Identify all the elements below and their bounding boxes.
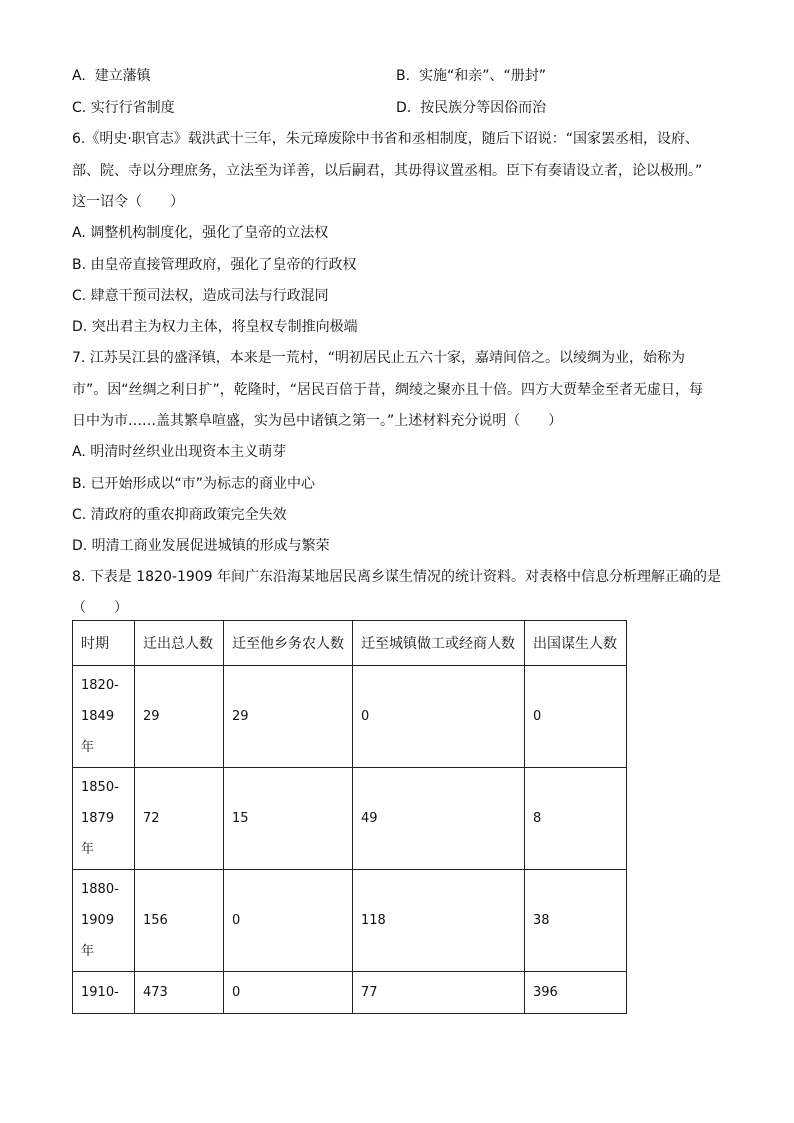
town-work-cell: 49 — [353, 768, 525, 870]
header-farming: 迁至他乡务农人数 — [224, 621, 353, 666]
q5-option-d: D. 按民族分等因俗而治 — [396, 100, 547, 116]
q5-options-row-2 — [72, 98, 722, 118]
period-cell: 1820- 1849 年 — [73, 666, 135, 768]
total-cell: 156 — [135, 870, 224, 972]
total-cell: 29 — [135, 666, 224, 768]
farming-cell: 0 — [224, 972, 353, 1014]
header-abroad: 出国谋生人数 — [525, 621, 627, 666]
q5-option-b: B. 实施“和亲”、“册封” — [396, 68, 546, 84]
period-cell: 1850- 1879 年 — [73, 768, 135, 870]
town-work-cell: 77 — [353, 972, 525, 1014]
q6-stem-line-3: 这一诏令（ ） — [72, 194, 184, 210]
table-row — [73, 972, 627, 1014]
q7-option-c: C. 清政府的重农抑商政策完全失效 — [72, 507, 287, 523]
header-period: 时期 — [73, 621, 135, 666]
header-total: 迁出总人数 — [135, 621, 224, 666]
q6-option-b: B. 由皇帝直接管理政府，强化了皇帝的行政权 — [72, 257, 357, 273]
abroad-cell: 38 — [525, 870, 627, 972]
abroad-cell: 8 — [525, 768, 627, 870]
town-work-cell: 0 — [353, 666, 525, 768]
farming-cell: 15 — [224, 768, 353, 870]
town-work-cell: 118 — [353, 870, 525, 972]
q5-option-c: C. 实行行省制度 — [72, 100, 175, 116]
q6-stem-line-2: 部、院、寺以分理庶务，立法至为详善，以后嗣君，其毋得议置丞相。臣下有奏请设立者，论以极刑。” — [72, 163, 703, 179]
abroad-cell: 396 — [525, 972, 627, 1014]
q8-stem-line-2: （ ） — [72, 600, 128, 616]
header-town-work: 迁至城镇做工或经商人数 — [353, 621, 525, 666]
abroad-cell: 0 — [525, 666, 627, 768]
q7-option-a: A. 明清时丝织业出现资本主义萌芽 — [72, 444, 287, 460]
q6-option-c: C. 肆意干预司法权，造成司法与行政混同 — [72, 288, 329, 304]
period-cell: 1910- — [73, 972, 135, 1014]
q7-stem-line-2: 市”。因“丝绸之利日扩”，乾隆时，“居民百倍于昔，绸绫之聚亦且十倍。四方大贾辇金至者无虚日，每 — [72, 382, 704, 398]
q8-stem-line-1: 8. 下表是 1820-1909 年间广东沿海某地居民离乡谋生情况的统计资料。对表格中信息分析理解正确的是 — [72, 569, 722, 585]
q6-stem-line-1: 6.《明史·职官志》载洪武十三年，朱元璋废除中书省和丞相制度，随后下诏说：“国家罢丞相，设府、 — [72, 131, 700, 147]
table-row — [73, 666, 627, 768]
q7-stem-line-1: 7. 江苏吴江县的盛泽镇，本来是一荒村，“明初居民止五六十家，嘉靖间倍之。以绫绸为业，始称为 — [72, 350, 686, 366]
q6-option-a: A. 调整机构制度化，强化了皇帝的立法权 — [72, 225, 329, 241]
farming-cell: 29 — [224, 666, 353, 768]
q7-option-b: B. 已开始形成以“市”为标志的商业中心 — [72, 476, 316, 492]
q5-option-a: A. 建立藩镇 — [72, 68, 151, 84]
total-cell: 72 — [135, 768, 224, 870]
total-cell: 473 — [135, 972, 224, 1014]
table-row — [73, 870, 627, 972]
q6-option-d: D. 突出君主为权力主体，将皇权专制推向极端 — [72, 319, 358, 335]
farming-cell: 0 — [224, 870, 353, 972]
q5-options-row-1 — [72, 66, 722, 86]
table-header-row — [73, 621, 627, 666]
migration-table — [72, 620, 627, 1014]
q7-stem-line-3: 日中为市……盖其繁阜喧盛，实为邑中诸镇之第一。”上述材料充分说明（ ） — [72, 413, 563, 429]
table-row — [73, 768, 627, 870]
period-cell: 1880- 1909 年 — [73, 870, 135, 972]
q7-option-d: D. 明清工商业发展促进城镇的形成与繁荣 — [72, 538, 330, 554]
